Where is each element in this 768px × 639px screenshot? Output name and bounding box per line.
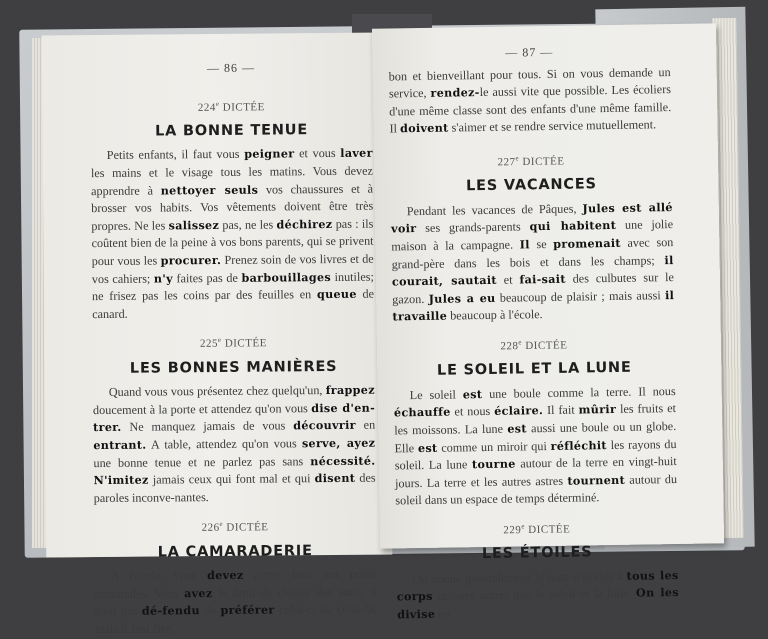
- text-run: inutiles; ne frisez pas les coins par des feuilles en: [91, 269, 374, 304]
- right-page: [372, 23, 724, 622]
- text-run: une boule comme la terre. Il nous: [482, 383, 676, 401]
- dictee-title: LE SOLEIL ET LA LUNE: [436, 359, 632, 379]
- text-run: en: [435, 606, 450, 621]
- text-run: A table, attendez qu'on vous: [146, 436, 302, 452]
- emphasized-word: tous les corps: [396, 567, 679, 604]
- emphasized-word: est: [507, 421, 527, 436]
- emphasized-word: rendez-: [430, 85, 480, 101]
- dictee-section: [396, 516, 680, 624]
- text-run: Petits enfants, il faut vous: [106, 147, 245, 163]
- emphasized-word: n'y: [153, 270, 173, 286]
- dictee-paragraph: [394, 383, 678, 511]
- emphasized-word: nettoyer seuls: [160, 182, 259, 198]
- text-run: Quand vous vous présentez chez quelqu'un,: [108, 383, 326, 400]
- text-run: autour de la terre en vingt-huit jours. La terre et les autres astres: [394, 454, 677, 491]
- emphasized-word: dé-fendu: [141, 603, 200, 619]
- dictee-title: LES BONNES MANIÈRES: [129, 358, 338, 377]
- emphasized-word: dise d'en-trer.: [93, 400, 376, 435]
- text-run: Le soleil: [409, 387, 463, 402]
- dictee-section: [92, 331, 376, 507]
- text-run: de: [199, 603, 221, 618]
- text-run: les rayons du soleil. La lune: [394, 436, 677, 473]
- emphasized-word: découvrir: [293, 418, 356, 433]
- emphasized-word: salissez: [168, 217, 220, 233]
- emphasized-word: frappez: [325, 382, 375, 398]
- emphasized-word: entrant.: [93, 437, 147, 453]
- emphasized-word: Jules a eu: [428, 290, 496, 306]
- text-run: faites pas de: [172, 270, 242, 285]
- text-run: A l'école, vous: [110, 568, 208, 584]
- text-run: Ne manquez jamais de vous: [121, 418, 294, 435]
- emphasized-word: procurer.: [160, 252, 222, 268]
- dictee-number: 224e DICTÉE: [197, 99, 265, 114]
- text-run: Pendant les vacances de Pâques,: [406, 201, 583, 219]
- text-run: Prenez soin de vos livres et de vos cahiers;: [91, 251, 374, 286]
- left-page-content: [90, 59, 377, 639]
- emphasized-word: doivent: [399, 120, 449, 136]
- emphasized-word: barbouillages: [241, 269, 332, 285]
- emphasized-word: éclaire.: [494, 403, 544, 419]
- text-run: pas : ils coûtent bien de la peine à vos bons parents, qui se privent pour vous les: [91, 216, 374, 269]
- emphasized-word: disent: [314, 470, 356, 486]
- text-run: les fruits et les moissons. La lune: [394, 401, 677, 438]
- emphasized-word: On les divise: [397, 585, 679, 622]
- text-run: autour du soleil dans un espace de temps déterminé.: [395, 471, 678, 508]
- text-run: des paroles inconve-nantes.: [93, 470, 376, 505]
- dictee-number: 226e DICTÉE: [201, 520, 269, 535]
- dictee-section: [94, 515, 377, 639]
- text-run: bon et bienveillant pour tous. Si on vous demande un service,: [388, 64, 671, 101]
- text-run: Il fait: [543, 402, 579, 418]
- dictee-number: 228e DICTÉE: [500, 338, 568, 353]
- page-number: — 87 —: [505, 44, 554, 60]
- emphasized-word: promenait: [553, 235, 621, 251]
- emphasized-word: queue: [316, 286, 357, 302]
- continuation-paragraph: [389, 64, 672, 139]
- text-run: aimer tous vos petits camarades. Vous: [94, 566, 377, 601]
- dictee-number: 225e DICTÉE: [199, 336, 267, 351]
- emphasized-word: peigner: [244, 146, 295, 162]
- emphasized-word: qui habitent: [529, 218, 617, 234]
- dictee-title: LES VACANCES: [465, 176, 597, 195]
- text-run: jamais ceux qui font mal et qui: [148, 471, 315, 487]
- text-run: comme un miroir qui: [437, 438, 551, 455]
- text-run: doucement à la porte et attendez qu'on vous: [92, 400, 312, 417]
- emphasized-word: préférer: [220, 602, 275, 618]
- emphasized-word: devez: [207, 567, 244, 583]
- dictee-paragraph: [94, 566, 377, 639]
- emphasized-word: est: [462, 386, 483, 402]
- emphasized-word: déchirez: [276, 216, 333, 232]
- right-page-content: [388, 42, 679, 624]
- page-number: — 86 —: [206, 60, 256, 76]
- emphasized-word: serve, ayez: [301, 435, 376, 451]
- emphasized-word: tournent: [567, 472, 626, 488]
- dictee-title: LES ÉTOILES: [481, 544, 593, 563]
- emphasized-word: fai-sait: [519, 271, 566, 287]
- text-run: pas, ne les: [219, 217, 277, 232]
- emphasized-word: nécessité. N'imitez: [93, 453, 376, 488]
- text-run: celui-ci ou celui-là; mais il faut être: [94, 602, 377, 637]
- emphasized-word: Il: [519, 237, 530, 252]
- text-run: le aussi vite que possible. Les écoliers d'une même classe sont des enfants d'une même famille. Il: [389, 82, 672, 136]
- text-run: le droit de choisir des amis, il n'est pas: [94, 584, 377, 619]
- emphasized-word: tourne: [471, 456, 516, 472]
- text-run: de canard.: [92, 286, 375, 321]
- dictee-number: 227e DICTÉE: [497, 154, 565, 169]
- emphasized-word: réfléchit: [550, 437, 607, 453]
- text-run: vos chaussures et à brosser vos habits. Vos vêtements doivent être très propres. Ne les: [91, 181, 374, 233]
- left-page: [42, 33, 393, 637]
- text-run: des culbutes sur le gazon.: [392, 270, 675, 307]
- emphasized-word: Jules est allé voir: [390, 199, 673, 236]
- emphasized-word: il courait, sautait: [391, 252, 674, 289]
- emphasized-word: il travaille: [392, 287, 675, 324]
- dictee-section: [390, 148, 675, 326]
- dictee-paragraph: [396, 567, 679, 624]
- dictee-title: LA BONNE TENUE: [155, 122, 309, 140]
- emphasized-word: mûrir: [578, 402, 617, 417]
- text-run: les mains et le visage tous les matins. Vous devez apprendre à: [90, 163, 373, 198]
- text-run: ses grands-parents: [416, 219, 530, 236]
- text-run: s'aimer et se rendre service mutuellement.: [448, 117, 657, 135]
- text-run: et vous: [294, 146, 341, 161]
- text-run: célestes autres que le soleil et la lune.: [432, 586, 637, 604]
- dictee-title: LA CAMARADERIE: [157, 542, 313, 561]
- dictee-number: 229e DICTÉE: [503, 522, 571, 537]
- dictee-paragraph: [93, 382, 376, 508]
- emphasized-word: laver: [340, 146, 373, 161]
- text-run: beaucoup de plaisir ; mais aussi: [495, 287, 666, 305]
- text-run: et: [496, 272, 520, 287]
- dictee-paragraph: [91, 145, 375, 323]
- emphasized-word: échauffe: [393, 404, 451, 420]
- text-run: avec son grand-père dans les bois et dans les champs;: [391, 235, 674, 272]
- text-run: une bonne tenue et ne parlez pas sans: [93, 453, 311, 470]
- text-run: se: [529, 236, 554, 252]
- text-run: une jolie maison à la campagne.: [391, 217, 674, 254]
- dictee-section: [393, 332, 678, 510]
- dictee-section: [90, 94, 374, 323]
- text-run: aussi une boule ou un globe. Elle: [394, 419, 677, 456]
- text-run: On donne généralement le nom d'étoiles à: [412, 568, 627, 586]
- emphasized-word: avez: [183, 585, 213, 601]
- text-run: et nous: [450, 404, 495, 419]
- dictee-paragraph: [391, 199, 675, 327]
- text-run: beaucoup à l'école.: [446, 307, 543, 323]
- emphasized-word: est: [417, 440, 438, 455]
- text-run: en: [355, 418, 376, 433]
